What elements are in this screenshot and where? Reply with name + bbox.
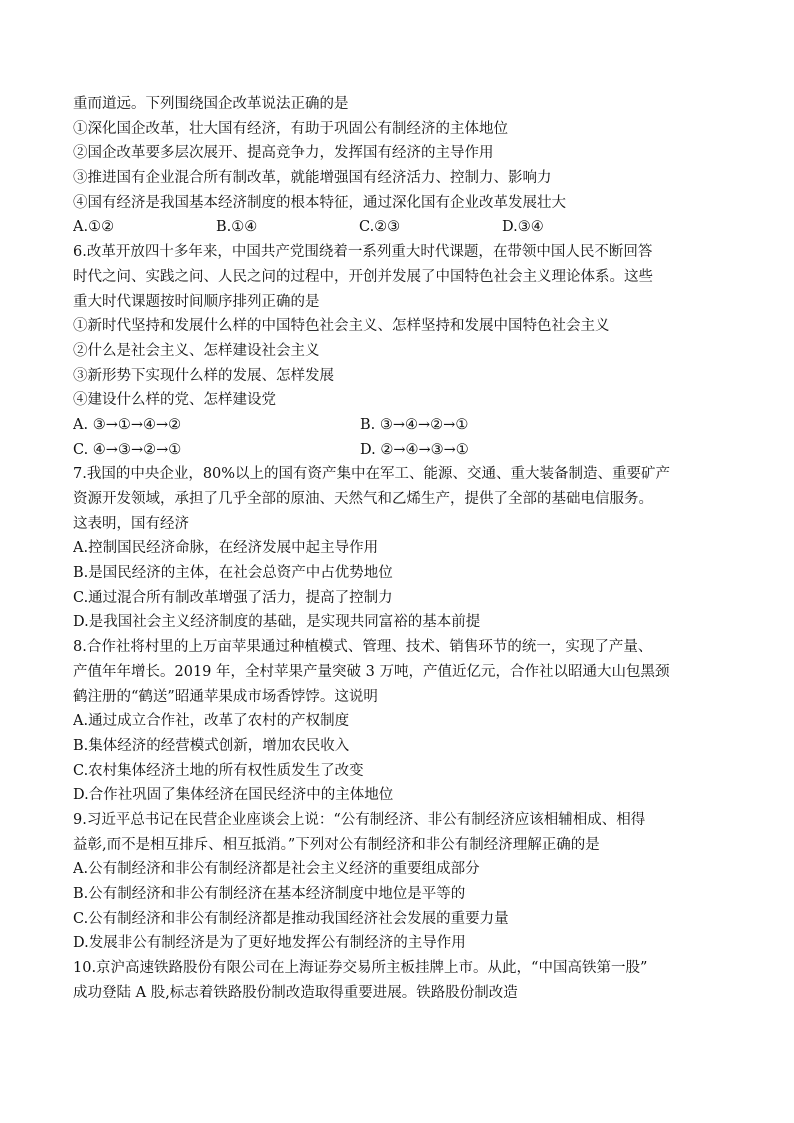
q9-stem-line-2: 益彰,而不是相互排斥、相互抵消。”下列对公有制经济和非公有制经济理解正确的是: [73, 836, 600, 853]
q8-stem-line-1: 8.合作社将村里的上万亩苹果通过种植模式、管理、技术、销售环节的统一，实现了产量、: [73, 639, 653, 656]
q6-options-row-1: [73, 413, 733, 438]
q9-option-b: B.公有制经济和非公有制经济在基本经济制度中地位是平等的: [73, 886, 466, 902]
q7-option-b: B.是国民经济的主体，在社会总资产中占优势地位: [73, 565, 393, 582]
q5-item-4: ④国有经济是我国基本经济制度的根本特征，通过深化国有企业改革发展壮大: [73, 194, 566, 211]
q6-item-2: ②什么是社会主义、怎样建设社会主义: [73, 342, 320, 359]
q9-option-c: C.公有制经济和非公有制经济都是推动我国经济社会发展的重要力量: [73, 910, 509, 927]
q6-option-d: D. ②→④→③→①: [360, 441, 469, 458]
q7-stem-line-3: 这表明，国有经济: [73, 515, 189, 532]
q8-option-b: B.集体经济的经营模式创新，增加农民收入: [73, 737, 350, 754]
q9-option-d: D.发展非公有制经济是为了更好地发挥公有制经济的主导作用: [73, 935, 466, 952]
q5-option-b: B.①④: [216, 219, 258, 236]
q5-option-a: A.①②: [73, 219, 115, 236]
q8-stem-line-2: 产值年年增长。2019 年，全村苹果产量突破 3 万吨，产值近亿元，合作社以昭通大山包黑颈: [73, 663, 670, 680]
q8-option-d: D.合作社巩固了集体经济在国民经济中的主体地位: [73, 787, 394, 804]
q6-option-b: B. ③→④→②→①: [360, 416, 469, 433]
q5-option-d: D.③④: [502, 219, 544, 236]
q5-item-1: ①深化国企改革，壮大国有经济，有助于巩固公有制经济的主体地位: [73, 120, 508, 137]
q6-option-c: C. ④→③→②→①: [73, 441, 182, 458]
q5-item-3: ③推进国有企业混合所有制改革，就能增强国有经济活力、控制力、影响力: [73, 170, 552, 187]
q7-stem-line-1: 7.我国的中央企业，80%以上的国有资产集中在军工、能源、交通、重大装备制造、重要矿产: [73, 466, 671, 483]
q8-stem-line-3: 鹤注册的“鹤送”昭通苹果成市场香饽饽。这说明: [73, 688, 378, 705]
q6-stem-line-3: 重大时代课题按时间顺序排列正确的是: [73, 293, 320, 310]
q8-option-c: C.农村集体经济土地的所有权性质发生了改变: [73, 762, 364, 779]
q5-options: [73, 215, 733, 240]
q9-option-a: A.公有制经济和非公有制经济都是社会主义经济的重要组成部分: [73, 861, 480, 878]
q6-stem-line-2: 时代之问、实践之问、人民之问的过程中，开创并发展了中国特色社会主义理论体系。这些: [73, 268, 653, 285]
q5-option-c: C.②③: [359, 219, 401, 236]
q6-item-3: ③新形势下实现什么样的发展、怎样发展: [73, 367, 334, 384]
q8-option-a: A.通过成立合作社，改革了农村的产权制度: [73, 713, 350, 730]
q6-stem-line-1: 6.改革开放四十多年来，中国共产党围绕着一系列重大时代课题，在带领中国人民不断回答: [73, 244, 653, 261]
q5-lead: 重而道远。下列围绕国企改革说法正确的是: [73, 96, 349, 112]
q7-option-a: A.控制国民经济命脉，在经济发展中起主导作用: [73, 540, 379, 557]
q7-stem-line-2: 资源开发领域，承担了几乎全部的原油、天然气和乙烯生产，提供了全部的基础电信服务。: [73, 491, 653, 507]
q6-item-4: ④建设什么样的党、怎样建设党: [73, 392, 276, 409]
q6-option-a: A. ③→①→④→②: [73, 416, 182, 433]
q7-option-d: D.是我国社会主义经济制度的基础，是实现共同富裕的基本前提: [73, 614, 481, 631]
q10-stem-line-1: 10.京沪高速铁路股份有限公司在上海证券交易所主板挂牌上市。从此，“中国高铁第一股”: [73, 960, 648, 977]
q9-stem-line-1: 9.习近平总书记在民营企业座谈会上说：“公有制经济、非公有制经济应该相辅相成、相得: [73, 811, 646, 828]
q6-options-row-2: [73, 438, 733, 463]
q7-option-c: C.通过混合所有制改革增强了活力，提高了控制力: [73, 589, 393, 606]
q5-item-2: ②国企改革要多层次展开、提高竞争力，发挥国有经济的主导作用: [73, 145, 494, 162]
q6-item-1: ①新时代坚持和发展什么样的中国特色社会主义、怎样坚持和发展中国特色社会主义: [73, 318, 610, 335]
q10-stem-line-2: 成功登陆 A 股,标志着铁路股份制改造取得重要进展。铁路股份制改造: [73, 984, 518, 1001]
page-content: [73, 92, 733, 1005]
